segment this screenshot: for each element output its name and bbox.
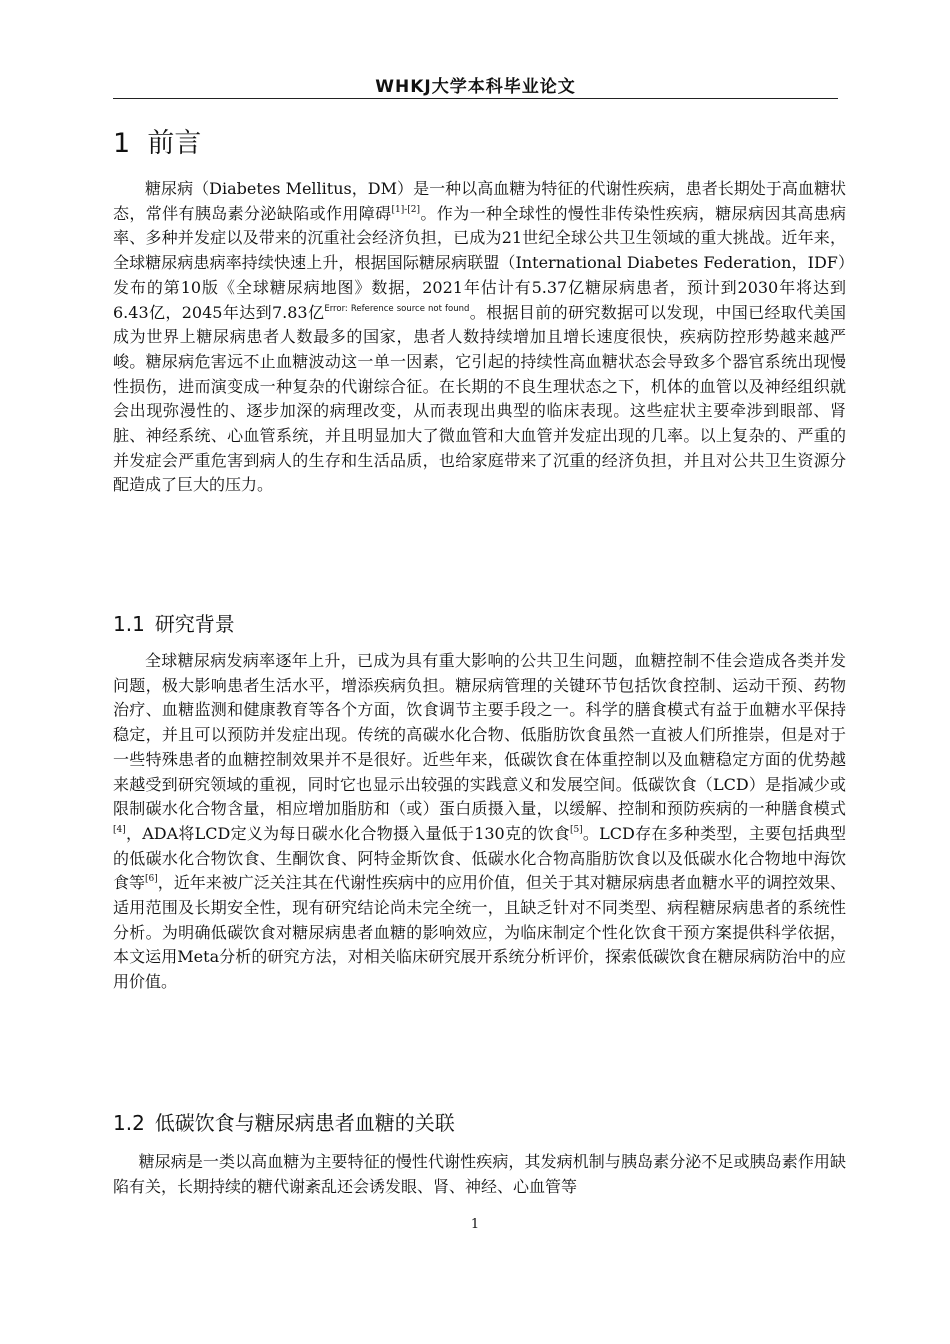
running-header: WHKJ大学本科毕业论文 xyxy=(375,77,576,97)
paragraph-text: 。LCD存在多种类型，主要包括典型的低碳水化合物饮食、生酮饮食、阿特金斯饮食、低碳水化合物高脂肪饮食以及低碳水化合物地中海饮食等 xyxy=(113,823,846,893)
section-heading-1-1 xyxy=(113,608,235,637)
section-number: 1.2 xyxy=(113,1111,145,1135)
section-heading-1-2 xyxy=(113,1107,455,1136)
page-number: 1 xyxy=(470,1217,480,1232)
citation: [5] xyxy=(569,824,583,835)
paragraph-text: 糖尿病是一类以高血糖为主要特征的慢性代谢性疾病，其发病机制与胰岛素分泌不足或胰岛素作用缺陷有关，长期持续的糖代谢紊乱还会诱发眼、肾、神经、心血管等 xyxy=(113,1152,846,1196)
header-divider xyxy=(113,98,838,99)
paragraph-text: 。根据目前的研究数据可以发现，中国已经取代美国成为世界上糖尿病患者人数最多的国家，患者人数持续增加且增长速度很快，疾病防控形势越来越严峻。糖尿病危害远不止血糖波动这一单一因素，它引起的持续性高血糖状态会导致多个器官系统出现慢性损伤，进而演变成一种复杂的代谢综合征。在长期的不良生理状态之下，机体的血管以及神经组织就会出现弥漫性的、逐步加深的病理改变，从而表现出典型的临床表现。这些症状主要牵涉到眼部、肾脏、神经系统、心血管系统，并且明显加大了微血管和大血管并发症出现的几率。以上复杂的、严重的并发症会严重危害到病人的生存和生活品质，也给家庭带来了沉重的经济负担，并且对公共卫生资源分配造成了巨大的压力。 xyxy=(113,302,846,495)
section-title: 前言 xyxy=(147,128,202,159)
paragraph-text: 。作为一种全球性的慢性非传染性疾病，糖尿病因其高患病率、多种并发症以及带来的沉重社会经济负担，已成为21世纪全球公共卫生领域的重大挑战。近年来，全球糖尿病患病率持续快速上升，根据国际糖尿病联盟（International Diabetes Federation，IDF）发布的第10版《全球糖尿病地图》数据，2021年估计有5.37亿糖尿病患者，预计到2030年将达到6.43亿，2045年达到7.83亿 xyxy=(113,203,846,322)
intro-paragraph xyxy=(113,177,846,498)
section-number: 1 xyxy=(113,128,131,159)
citation: [1]-[2] xyxy=(391,204,421,215)
paragraph-text: 糖尿病（Diabetes Mellitus，DM）是一种以高血糖为特征的代谢性疾病，患者长期处于高血糖状态，常伴有胰岛素分泌缺陷或作用障碍 xyxy=(113,179,846,223)
section-title: 研究背景 xyxy=(154,612,235,636)
section-number: 1.1 xyxy=(113,612,145,636)
section-title: 低碳饮食与糖尿病患者血糖的关联 xyxy=(154,1111,455,1135)
citation: [4] xyxy=(113,824,126,835)
section-heading-1 xyxy=(113,121,201,160)
paragraph-text: 全球糖尿病发病率逐年上升，已成为具有重大影响的公共卫生问题，血糖控制不佳会造成各类并发问题，极大影响患者生活水平，增添疾病负担。糖尿病管理的关键环节包括饮食控制、运动干预、药物治疗、血糖监测和健康教育等各个方面，饮食调节主要手段之一。科学的膳食模式有益于血糖水平保持稳定，并且可以预防并发症出现。传统的高碳水化合物、低脂肪饮食虽然一直被人们所推崇，但是对于一些特殊患者的血糖控制效果并不是很好。近些年来，低碳饮食在体重控制以及血糖稳定方面的优势越来越受到研究领域的重视，同时它也显示出较强的实践意义和发展空间。低碳饮食（LCD）是指减少或限制碳水化合物含量，相应增加脂肪和（或）蛋白质摄入量，以缓解、控制和预防疾病的一种膳食模式 xyxy=(113,651,846,819)
relation-paragraph xyxy=(113,1150,846,1199)
paragraph-text: ，ADA将LCD定义为每日碳水化合物摄入量低于130克的饮食 xyxy=(125,823,570,843)
reference-error: Error: Reference source not found xyxy=(324,303,470,314)
paragraph-text: ，近年来被广泛关注其在代谢性疾病中的应用价值，但关于其对糖尿病患者血糖水平的调控效果、适用范围及长期安全性，现有研究结论尚未完全统一，且缺乏针对不同类型、病程糖尿病患者的系统性分析。为明确低碳饮食对糖尿病患者血糖的影响效应，为临床制定个性化饮食干预方案提供科学依据，本文运用Meta分析的研究方法，对相关临床研究展开系统分析评价，探索低碳饮食在糖尿病防治中的应用价值。 xyxy=(113,873,846,992)
citation: [6] xyxy=(145,874,158,885)
background-paragraph xyxy=(113,649,846,995)
